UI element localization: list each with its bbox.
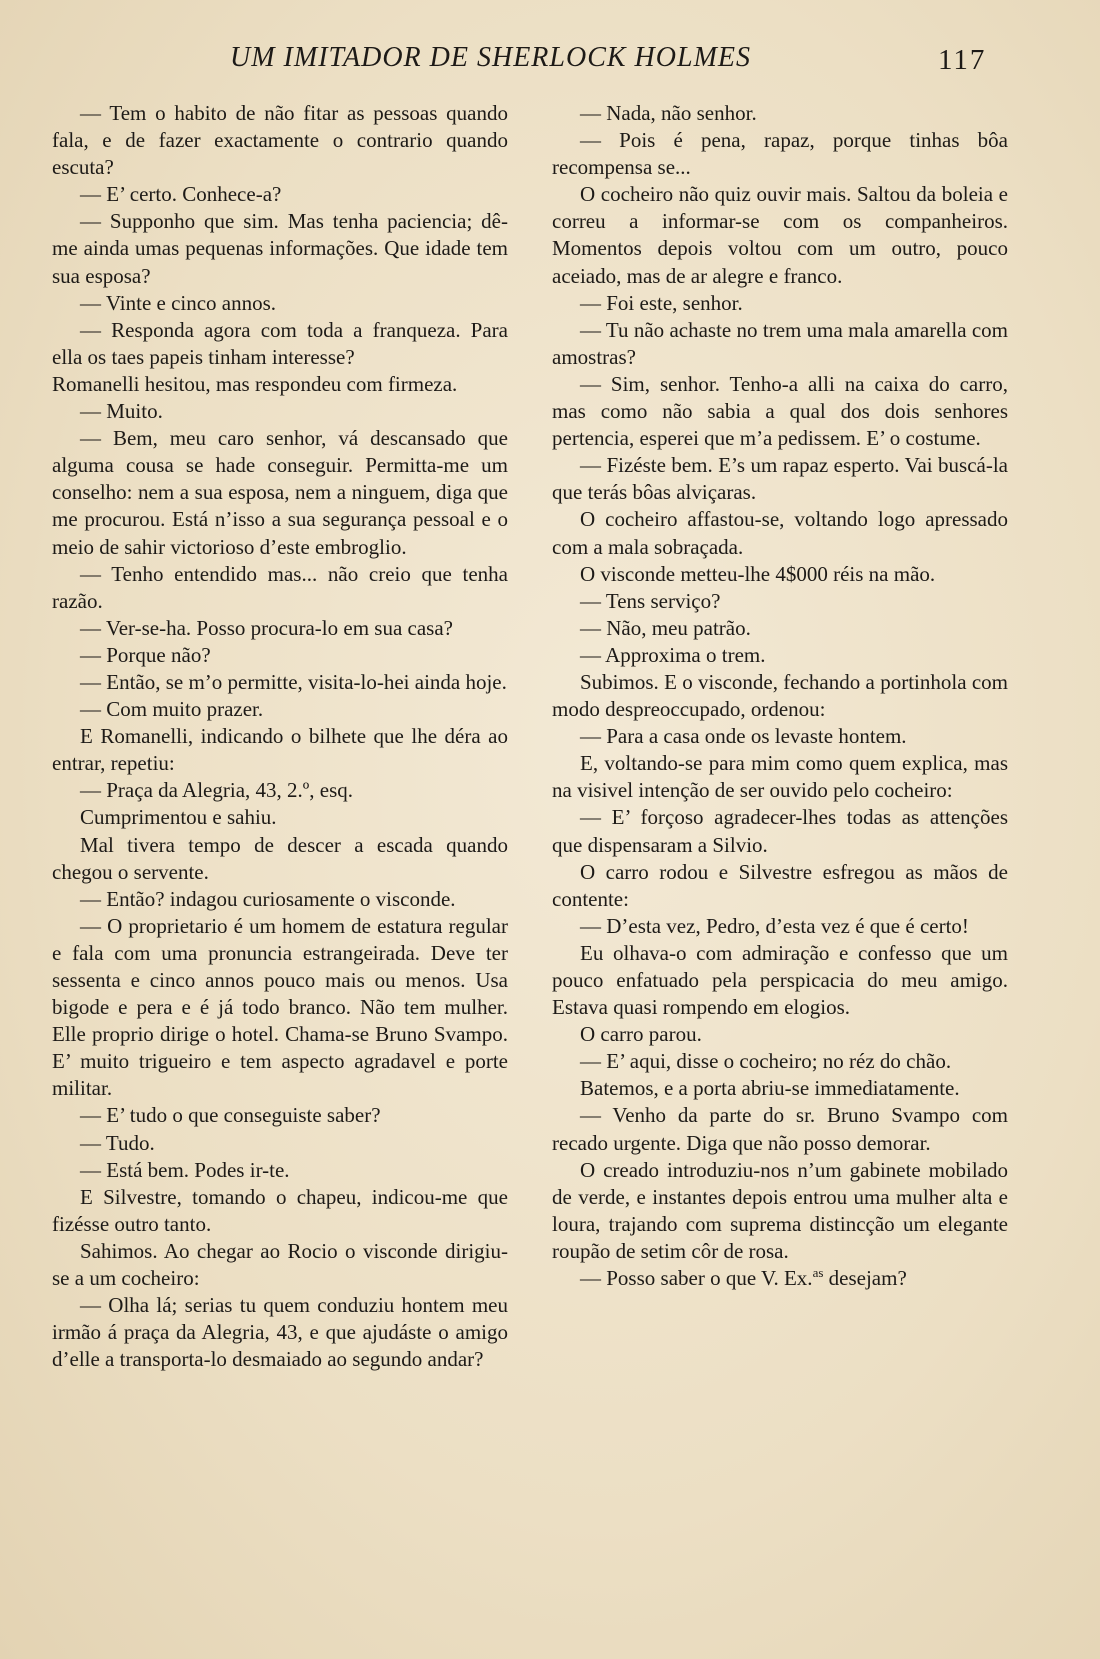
paragraph: E Romanelli, indicando o bilhete que lhe déra ao entrar, repetiu:	[52, 724, 508, 776]
paragraph: — Nada, não senhor.	[580, 101, 757, 125]
paragraph: — Com muito prazer.	[80, 697, 264, 722]
paragraph: — Está bem. Podes ir-te.	[80, 1157, 290, 1182]
paragraph: — Tenho entendido mas... não creio que tenha razão.	[52, 561, 508, 613]
paragraph: — Muito.	[80, 399, 163, 424]
paragraph: — Venho da parte do sr. Bruno Svampo com recado urgente. Diga que não posso demorar.	[552, 1103, 1008, 1155]
paragraph: — E’ certo. Conhece-a?	[80, 182, 282, 207]
paragraph: O carro parou.	[580, 1022, 702, 1047]
superscript: as	[812, 1265, 824, 1281]
paragraph: — O proprietario é um homem de estatura regular e fala com uma pronuncia estrangeirada. Deve ter sessenta e cinco annos pouco mais ou menos. Usa bigode e pera e é já todo branco. Não tem mulher. Elle proprio dirige o hotel. Chama-se Bruno Svampo. E’ muito trigueiro e tem aspecto agradavel e porte militar.	[52, 913, 508, 1101]
paragraph: — E’ aqui, disse o cocheiro; no réz do chão.	[580, 1049, 952, 1074]
paragraph: — Tu não achaste no trem uma mala amarella com amostras?	[552, 317, 1008, 369]
paragraph: — Então, se m’o permitte, visita-lo-hei ainda hoje.	[80, 669, 507, 694]
paragraph: — Pois é pena, rapaz, porque tinhas bôa recompensa se...	[552, 128, 1008, 180]
paragraph: — Responda agora com toda a franqueza. Para ella os taes papeis tinham interesse?	[52, 317, 508, 369]
running-title: UM IMITADOR DE SHERLOCK HOLMES	[230, 42, 751, 73]
paragraph: — Supponho que sim. Mas tenha paciencia; dê-me ainda umas pequenas informações. Que idade tem sua esposa?	[52, 209, 508, 288]
paragraph: — Posso saber o que V. Ex.$^{as}$ desejam?	[580, 1265, 907, 1291]
paragraph: — Ver-se-ha. Posso procura-lo em sua casa?	[80, 615, 453, 640]
paragraph: — Fizéste bem. E’s um rapaz esperto. Vai buscá-la que terás bôas alviçaras.	[552, 453, 1008, 505]
paragraph: — E’ tudo o que conseguiste saber?	[80, 1103, 381, 1128]
paragraph: — Tens serviço?	[580, 588, 721, 613]
paragraph: — E’ forçoso agradecer-lhes todas as attenções que dispensaram a Silvio.	[552, 805, 1008, 857]
paragraph: — Praça da Alegria, 43, 2.º, esq.	[80, 778, 354, 803]
left-column	[52, 100, 508, 1373]
paragraph: O cocheiro affastou-se, voltando logo apressado com a mala sobraçada.	[552, 507, 1008, 559]
paragraph: — Approxima o trem.	[580, 642, 766, 667]
paragraph: — Bem, meu caro senhor, vá descansado que alguma cousa se hade conseguir. Permitta-me um conselho: nem a sua esposa, nem a ninguem, diga que me procurou. Está n’isso a sua segurança pessoal e o meio de sahir victorioso d’este embroglio.	[52, 426, 508, 559]
paragraph: E Silvestre, tomando o chapeu, indicou-me que fizésse outro tanto.	[52, 1184, 508, 1236]
paragraph: — Foi este, senhor.	[580, 290, 743, 315]
paragraph: — Para a casa onde os levaste hontem.	[580, 724, 907, 749]
paragraph: Mal tivera tempo de descer a escada quando chegou o servente.	[52, 832, 508, 884]
paragraph: — Tudo.	[80, 1130, 155, 1155]
paragraph: O visconde metteu-lhe 4$000 réis na mão.	[580, 561, 936, 586]
paragraph: Sahimos. Ao chegar ao Rocio o visconde dirigiu-se a um cocheiro:	[52, 1238, 508, 1291]
paragraph: — Tem o habito de não fitar as pessoas quando fala, e de fazer exactamente o contrario quando escuta?	[52, 101, 508, 180]
paragraph: Batemos, e a porta abriu-se immediatamente.	[580, 1076, 960, 1101]
paragraph: Subimos. E o visconde, fechando a portinhola com modo despreoccupado, ordenou:	[552, 669, 1008, 722]
paragraph: Romanelli hesitou, mas respondeu com firmeza.	[52, 371, 458, 396]
paragraph: O cocheiro não quiz ouvir mais. Saltou da boleia e correu a informar-se com os companheiros. Momentos depois voltou com um outro, pouco aceiado, mas de ar alegre e franco.	[552, 182, 1008, 288]
paragraph: O carro rodou e Silvestre esfregou as mãos de contente:	[552, 859, 1008, 911]
paragraph: O creado introduziu-nos n’um gabinete mobilado de verde, e instantes depois entrou uma mulher alta e loura, trajando com suprema distincção um elegante roupão de setim côr de rosa.	[552, 1157, 1008, 1263]
paragraph: — Olha lá; serias tu quem conduziu hontem meu irmão á praça da Alegria, 43, e que ajudáste o amigo d’elle a transporta-lo desmaiado ao segundo andar?	[52, 1293, 508, 1372]
paragraph: — Não, meu patrão.	[580, 615, 751, 640]
paragraph: — Sim, senhor. Tenho-a alli na caixa do carro, mas como não sabia a qual dos dois senhores pertencia, esperei que m’a pedissem. E’ o costume.	[552, 371, 1008, 451]
paragraph: Cumprimentou e sahiu.	[80, 805, 277, 830]
paragraph: — Então? indagou curiosamente o visconde.	[80, 886, 456, 911]
paragraph: — D’esta vez, Pedro, d’esta vez é que é certo!	[580, 913, 969, 938]
paragraph: E, voltando-se para mim como quem explica, mas na visivel intenção de ser ouvido pelo cocheiro:	[552, 751, 1008, 803]
paragraph: — Vinte e cinco annos.	[80, 290, 277, 315]
paragraph: Eu olhava-o com admiração e confesso que um pouco enfatuado pela perspicacia do meu amigo. Estava quasi rompendo em elogios.	[552, 940, 1008, 1020]
right-column	[552, 100, 1008, 1292]
page-number: 117	[938, 44, 987, 76]
paragraph: — Porque não?	[80, 642, 211, 667]
